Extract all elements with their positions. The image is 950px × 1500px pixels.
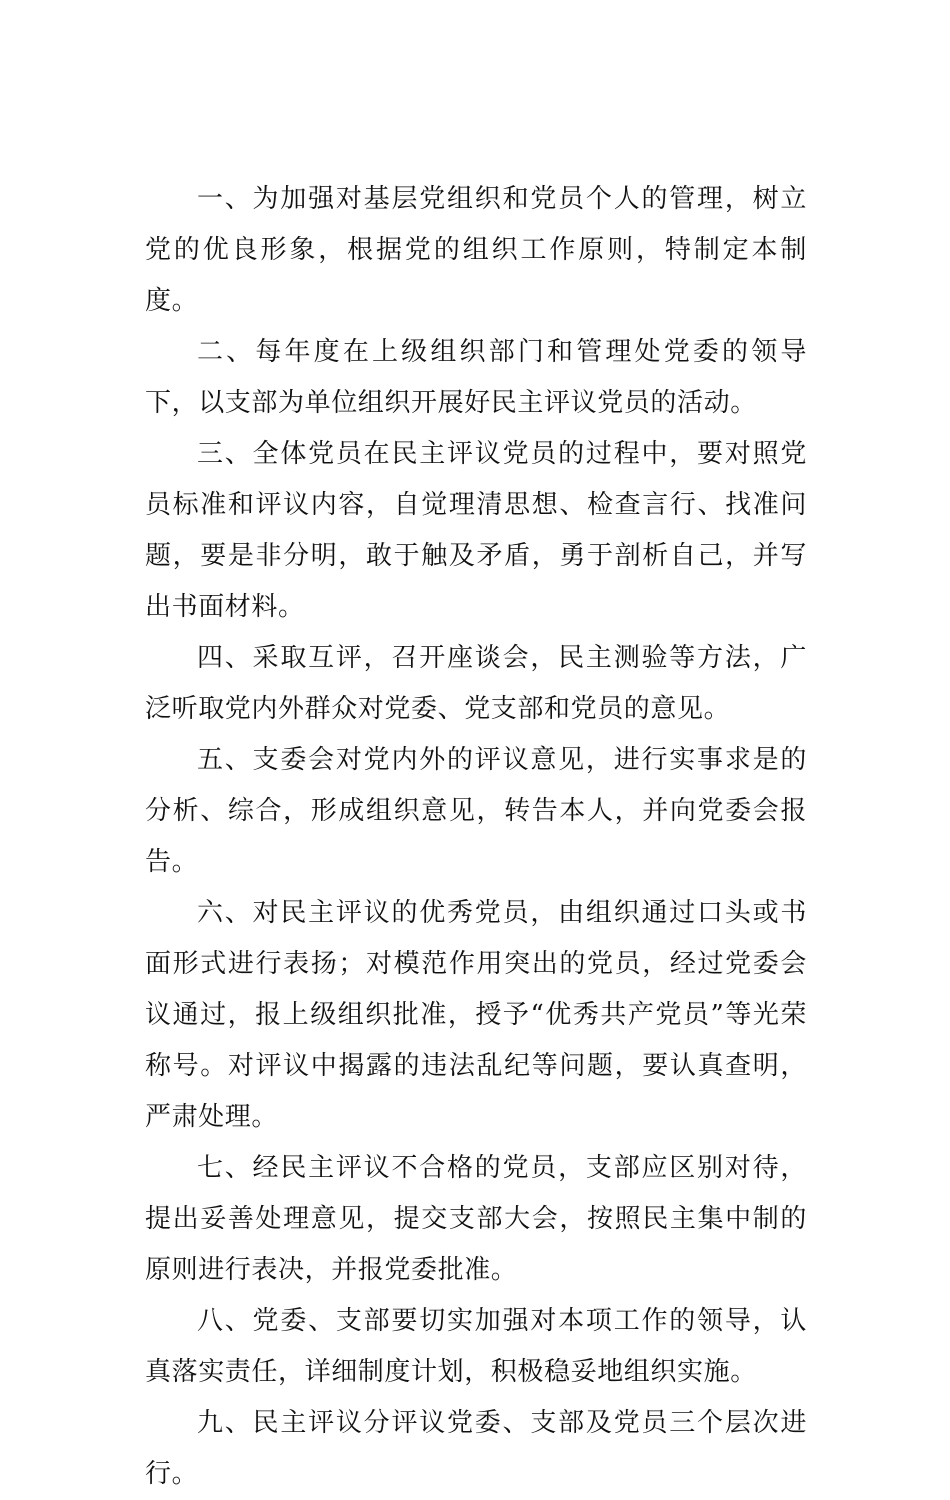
- paragraph-7: 七、经民主评议不合格的党员，支部应区别对待，提出妥善处理意见，提交支部大会，按照民主集中制的原则进行表决，并报党委批准。: [145, 1153, 807, 1285]
- document-body: [145, 174, 807, 1500]
- paragraph-4: 四、采取互评，召开座谈会，民主测验等方法，广泛听取党内外群众对党委、党支部和党员的意见。: [145, 643, 807, 724]
- paragraph-1: 一、为加强对基层党组织和党员个人的管理，树立党的优良形象，根据党的组织工作原则，特制定本制度。: [145, 184, 807, 316]
- paragraph-5: 五、支委会对党内外的评议意见，进行实事求是的分析、综合，形成组织意见，转告本人，并向党委会报告。: [145, 745, 807, 877]
- paragraph-9: 九、民主评议分评议党委、支部及党员三个层次进行。: [145, 1408, 807, 1489]
- paragraph-8: 八、党委、支部要切实加强对本项工作的领导，认真落实责任，详细制度计划，积极稳妥地组织实施。: [145, 1306, 807, 1387]
- paragraph-6: 六、对民主评议的优秀党员，由组织通过口头或书面形式进行表扬；对模范作用突出的党员，经过党委会议通过，报上级组织批准，授予“优秀共产党员”等光荣称号。对评议中揭露的违法乱纪等问题，要认真查明，严肃处理。: [145, 898, 807, 1132]
- paragraph-3: 三、全体党员在民主评议党员的过程中，要对照党员标准和评议内容，自觉理清思想、检查言行、找准问题，要是非分明，敢于触及矛盾，勇于剖析自己，并写出书面材料。: [145, 439, 807, 622]
- paragraph-2: 二、每年度在上级组织部门和管理处党委的领导下，以支部为单位组织开展好民主评议党员的活动。: [145, 337, 807, 418]
